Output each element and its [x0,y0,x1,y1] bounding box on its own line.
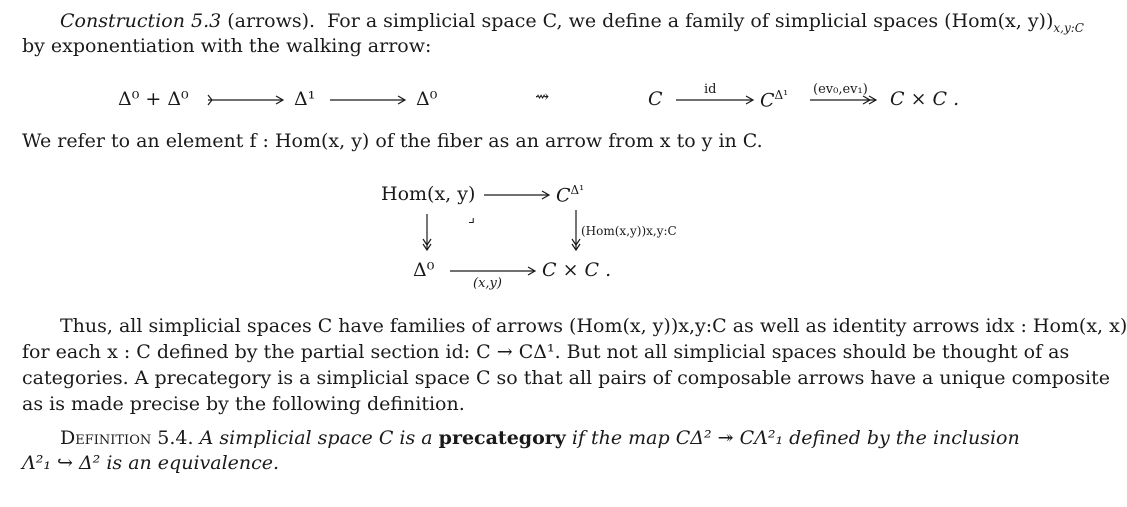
square-bottom-label: (x,y) [473,276,502,291]
definition-label: Definition 5.4. [60,427,194,449]
thus-line-2: for each x : C defined by the partial section id: C → CΔ¹. But not all simplicial spaces should be thought of as [22,341,1070,363]
square-right-label: (Hom(x,y))x,y:C [581,224,677,238]
ev-epi-arrow [808,93,880,107]
id-label: id [704,82,717,97]
c-pow-sup: Δ¹ [774,88,789,102]
thus-line-4: as is made precise by the following definition. [22,393,465,415]
square-top-right-base: C [556,184,571,207]
definition-line-1 [60,427,1020,449]
display-product: C × C . [890,88,960,110]
square-top-right [556,183,584,206]
construction-text-a-sub: x,y:C [1053,20,1084,35]
display-c-pow [760,88,788,111]
display-source: Δ⁰ + Δ⁰ [118,88,189,110]
thus-line-3: categories. A precategory is a simplicial space C so that all pairs of composable arrows have a unique composite [22,367,1110,389]
pullback-corner: ⌟ [468,208,476,226]
square-top-arrow [482,188,552,202]
refer-text: We refer to an element f : Hom(x, y) of the fiber as an arrow from x to y in C. [22,130,763,152]
square-top-right-sup: Δ¹ [570,183,585,197]
construction-heading-note: (arrows). [227,10,316,32]
mono-arrow-1 [206,93,286,107]
construction-text-a: For a simplicial space C, we define a family of simplicial spaces (Hom(x, y)) [327,10,1054,32]
square-top-left: Hom(x, y) [381,183,476,205]
definition-term: precategory [438,427,566,449]
construction-heading: Construction 5.3 [60,10,222,32]
display-target: Δ⁰ [416,88,438,110]
display-c: C [648,88,663,110]
definition-text-2: if the map CΔ² ↠ CΛ²₁ defined by the inclusion [571,427,1020,449]
id-arrow [674,93,756,107]
definition-text-1: A simplicial space C is a [199,427,433,449]
definition-line-2: Λ²₁ ↪ Δ² is an equivalence. [22,452,280,474]
display-mid: Δ¹ [294,88,316,110]
square-bottom-right: C × C . [542,259,612,281]
c-pow-base: C [760,89,775,112]
square-bottom-left: Δ⁰ [413,259,435,281]
arrow-2 [328,93,408,107]
ev-label: (ev₀,ev₁) [813,82,868,97]
squiggle-arrow: ⇝ [535,87,550,107]
thus-line-1: Thus, all simplicial spaces C have families of arrows (Hom(x, y))x,y:C as well as identity arrows idx : Hom(x, x) [60,315,1127,337]
construction-line-1 [60,10,1084,35]
construction-line-2: by exponentiation with the walking arrow: [22,35,432,57]
square-left-arrow [420,212,434,254]
